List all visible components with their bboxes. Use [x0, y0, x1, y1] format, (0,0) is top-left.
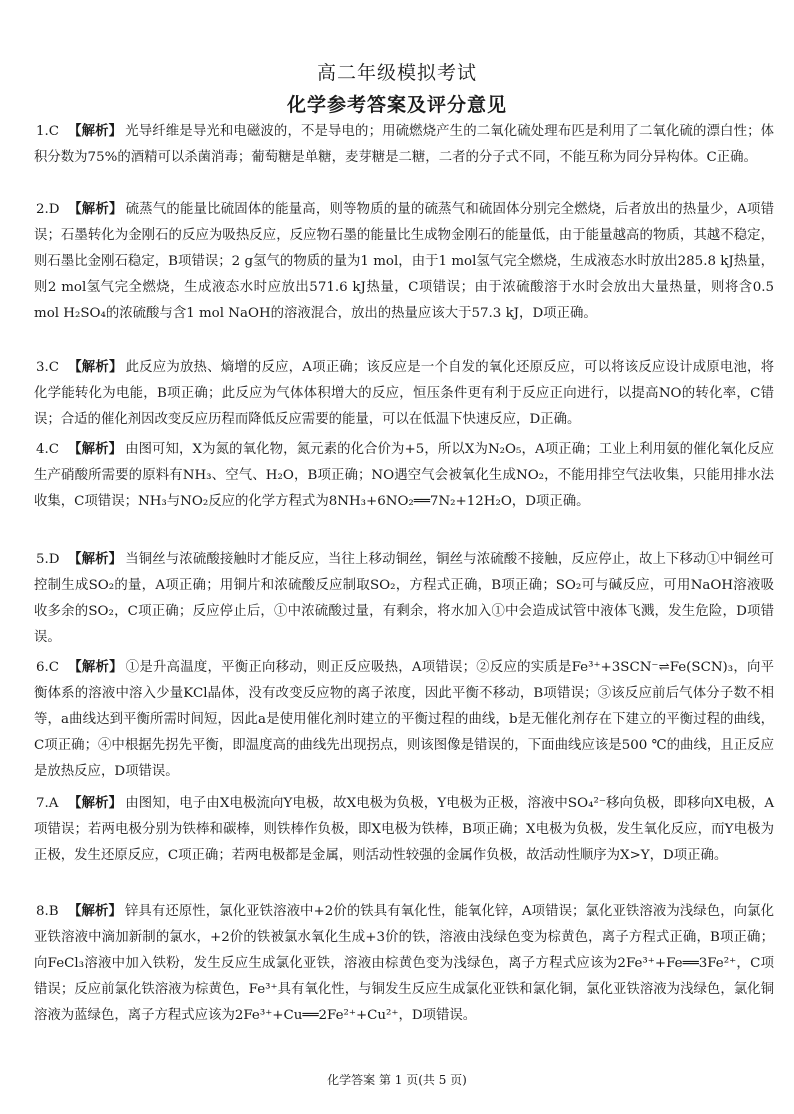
answer-item-2 [34, 196, 774, 327]
answer-text: 锌具有还原性，氯化亚铁溶液中+2价的铁具有氧化性，能氧化锌，A项错误；氯化亚铁溶液为浅绿色，向氯化亚铁溶液中滴加新制的氯水，+2价的铁被氯水氧化生成+3价的铁，溶液由浅绿色变为棕黄色，离子方程式正确，B项正确；向FeCl₃溶液中加入铁粉，发生反应生成氯化亚铁，溶液由棕黄色变为浅绿色，离子方程式应该为2Fe³⁺+Fe══3Fe²⁺，C项错误；反应前氯化铁溶液为棕黄色，Fe³⁺具有氧化性，与铜发生反应生成氯化亚铁和氯化铜，氯化亚铁溶液为浅绿色，氯化铜溶液为蓝绿色，离子方程式应该为2Fe³⁺+Cu══2Fe²⁺+Cu²⁺，D项错误。 [34, 904, 774, 1023]
analysis-tag: 【解析】 [68, 441, 123, 457]
analysis-tag: 【解析】 [68, 903, 122, 919]
analysis-tag: 【解析】 [68, 795, 123, 811]
answer-text: 由图知，电子由X电极流向Y电极，故X电极为负极，Y电极为正极，溶液中SO₄²⁻移向负极，即移向X电极，A项错误；若两电极分别为铁棒和碳棒，则铁棒作负极，即X电极为铁棒，B项正确；X电极为负极，发生氧化反应，而Y电极为正极，发生还原反应，C项正确；若两电极都是金属，则活动性较强的金属作负极，故活动性顺序为X>Y，D项正确。 [34, 796, 775, 863]
answer-text: 光导纤维是导光和电磁波的，不是导电的；用硫燃烧产生的二氧化硫处理布匹是利用了二氧化硫的漂白性；体积分数为75%的酒精可以杀菌消毒；葡萄糖是单糖，麦芽糖是二糖，二者的分子式不同，不能互称为同分异构体。C正确。 [34, 124, 775, 165]
answer-text: ①是升高温度，平衡正向移动，则正反应吸热，A项错误；②反应的实质是Fe³⁺+3SCN⁻⇌Fe(SCN)₃，向平衡体系的溶液中溶入少量KCl晶体，没有改变反应物的离子浓度，因此平衡不移动，B项错误；③该反应前后气体分子数不相等，a曲线达到平衡所需时间短，因此a是使用催化剂时建立的平衡过程的曲线，b是无催化剂存在下建立的平衡过程的曲线，C项正确；④中根据先拐先平衡，即温度高的曲线先出现拐点，则该图像是错误的，下面曲线应该是500 ℃的曲线，且正反应是放热反应，D项错误。 [34, 660, 775, 779]
page-footer: 化学答案 第 1 页(共 5 页) [327, 1073, 467, 1087]
answer-number: 5.D [36, 552, 60, 567]
answer-item-6 [34, 654, 774, 785]
answer-item-1 [34, 118, 774, 171]
analysis-tag: 【解析】 [68, 659, 123, 675]
answer-number: 4.C [36, 442, 60, 457]
answer-number: 6.C [36, 660, 60, 675]
answer-number: 3.C [36, 360, 60, 375]
answer-number: 2.D [36, 202, 60, 217]
answer-item-3 [34, 354, 774, 433]
answer-text: 此反应为放热、熵增的反应，A项正确；该反应是一个自发的氧化还原反应，可以将该反应设计成原电池，将化学能转化为电能，B项正确；此反应为气体体积增大的反应，恒压条件更有利于反应正向进行，以提高NO的转化率，C错误；合适的催化剂因改变反应历程而降低反应需要的能量，可以在低温下快速反应，D正确。 [34, 360, 775, 427]
page-title: 高二年级模拟考试 [316, 62, 477, 84]
analysis-tag: 【解析】 [68, 551, 123, 567]
answer-item-5 [34, 546, 774, 651]
analysis-tag: 【解析】 [68, 123, 123, 139]
answer-number: 1.C [36, 124, 60, 139]
answer-item-7 [34, 790, 774, 869]
analysis-tag: 【解析】 [68, 359, 123, 375]
answer-text: 当铜丝与浓硫酸接触时才能反应，当往上移动铜丝，铜丝与浓硫酸不接触，反应停止，故上下移动①中铜丝可控制生成SO₂的量，A项正确；用铜片和浓硫酸反应制取SO₂，方程式正确，B项正确；SO₂可与碱反应，可用NaOH溶液吸收多余的SO₂，C项正确；反应停止后，①中浓硫酸过量，有剩余，将水加入①中会造成试管中液体飞溅，发生危险，D项错误。 [34, 552, 775, 645]
answer-text: 由图可知，X为氮的氧化物，氮元素的化合价为+5，所以X为N₂O₅，A项正确；工业上利用氨的催化氧化反应生产硝酸所需要的原料有NH₃、空气、H₂O，B项正确；NO遇空气会被氧化生成NO₂，不能用排空气法收集，只能用排水法收集，C项错误；NH₃与NO₂反应的化学方程式为8NH₃+6NO₂══7N₂+12H₂O，D项正确。 [34, 442, 775, 509]
answer-text: 硫蒸气的能量比硫固体的能量高，则等物质的量的硫蒸气和硫固体分别完全燃烧，后者放出的热量少，A项错误；石墨转化为金刚石的反应为吸热反应，反应物石墨的能量比生成物金刚石的能量低，由于能量越高的物质，其越不稳定，则石墨比金刚石稳定，B项错误；2 g氢气的物质的量为1 mol，由于1 mol氢气完全燃烧，生成液态水时放出285.8 kJ热量，则2 mol氢气完全燃烧，生成液态水时应放出571.6 kJ热量，C项错误；由于浓硫酸溶于水时会放出大量热量，则将含0.5 mol H₂SO₄的浓硫酸与含1 mol NaOH的溶液混合，放出的热量应该大于57.3 kJ，D项正确。 [34, 202, 775, 321]
page-subtitle: 化学参考答案及评分意见 [286, 94, 507, 116]
answer-item-8 [34, 898, 774, 1029]
analysis-tag: 【解析】 [68, 201, 123, 217]
answer-number: 7.A [36, 796, 59, 811]
answer-number: 8.B [36, 904, 59, 919]
answer-item-4 [34, 436, 774, 515]
